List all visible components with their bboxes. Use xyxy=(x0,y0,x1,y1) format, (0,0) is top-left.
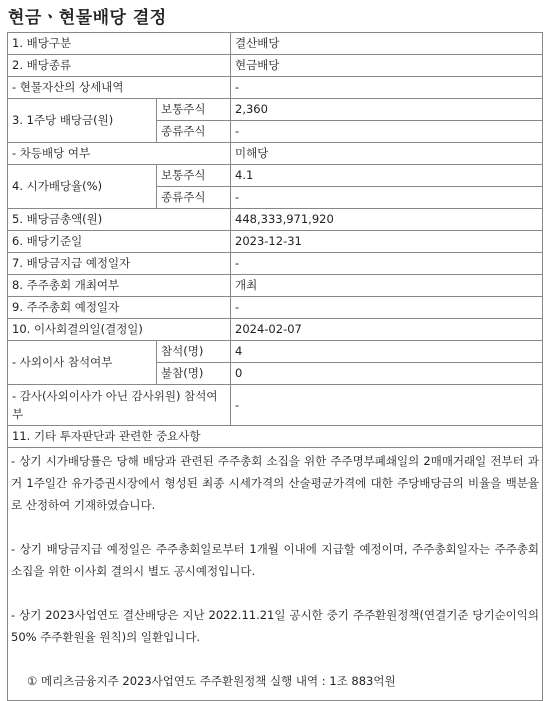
sub-label: 불참(명) xyxy=(157,363,231,385)
table-row xyxy=(8,77,543,99)
row-label: - 감사(사외이사가 아닌 감사위원) 참석여부 xyxy=(8,385,231,426)
notes-cell xyxy=(8,448,543,701)
table-row xyxy=(8,253,543,275)
table-row xyxy=(8,426,543,448)
row-value: - xyxy=(231,385,543,426)
row-label: 6. 배당기준일 xyxy=(8,231,231,253)
table-row xyxy=(8,33,543,55)
row-label: 5. 배당금총액(원) xyxy=(8,209,231,231)
row-value: 2024-02-07 xyxy=(231,319,543,341)
row-value: 448,333,971,920 xyxy=(231,209,543,231)
table-row xyxy=(8,209,543,231)
sub-label: 종류주식 xyxy=(157,187,231,209)
note-paragraph: ① 메리츠금융지주 2023사업연도 주주환원정책 실행 내역 : 1조 883억원 xyxy=(27,674,396,688)
table-row xyxy=(8,319,543,341)
table-row xyxy=(8,275,543,297)
row-label: 2. 배당종류 xyxy=(8,55,231,77)
row-value: - xyxy=(231,297,543,319)
section-heading: 11. 기타 투자판단과 관련한 중요사항 xyxy=(8,426,543,448)
row-label: 10. 이사회결의일(결정일) xyxy=(8,319,231,341)
row-label: 9. 주주총회 예정일자 xyxy=(8,297,231,319)
row-label: - 차등배당 여부 xyxy=(8,143,231,165)
note-paragraph: - 상기 배당금지급 예정일은 주주총회일로부터 1개월 이내에 지급할 예정이며, 주주총회일자는 주주총회 소집을 위한 이사회 결의시 별도 공시예정입니다. xyxy=(11,542,540,578)
sub-label: 보통주식 xyxy=(157,99,231,121)
row-value: 4.1 xyxy=(231,165,543,187)
page-title: 현금ㆍ현물배당 결정 xyxy=(8,8,167,28)
sub-label: 종류주식 xyxy=(157,121,231,143)
table-row xyxy=(8,297,543,319)
row-value: 현금배당 xyxy=(231,55,543,77)
row-value: 0 xyxy=(231,363,543,385)
row-label: 8. 주주총회 개최여부 xyxy=(8,275,231,297)
row-value: 미해당 xyxy=(231,143,543,165)
table-row xyxy=(8,231,543,253)
row-value: - xyxy=(231,121,543,143)
table-row xyxy=(8,448,543,701)
sub-label: 참석(명) xyxy=(157,341,231,363)
note-paragraph: - 상기 시가배당률은 당해 배당과 관련된 주주총회 소집을 위한 주주명부폐쇄일의 2매매거래일 전부터 과거 1주일간 유가증권시장에서 형성된 최종 시세가격의 산술평균가격에 대한 주당배당금의 비율을 백분율로 산정하여 기재하였습니다. xyxy=(11,454,540,512)
row-value: 2,360 xyxy=(231,99,543,121)
row-label: - 현물자산의 상세내역 xyxy=(8,77,231,99)
table-row xyxy=(8,143,543,165)
row-value: - xyxy=(231,187,543,209)
table-row xyxy=(8,55,543,77)
table-row xyxy=(8,385,543,426)
row-value: 결산배당 xyxy=(231,33,543,55)
note-paragraph: - 상기 2023사업연도 결산배당은 지난 2022.11.21일 공시한 중기 주주환원정책(연결기준 당기순이익의 50% 주주환원율 원칙)의 일환입니다. xyxy=(11,608,540,644)
row-value: 4 xyxy=(231,341,543,363)
row-label: 3. 1주당 배당금(원) xyxy=(8,99,157,143)
dividend-disclosure-table xyxy=(7,32,543,701)
row-label: - 사외이사 참석여부 xyxy=(8,341,157,385)
row-label: 7. 배당금지급 예정일자 xyxy=(8,253,231,275)
row-label: 1. 배당구분 xyxy=(8,33,231,55)
table-row xyxy=(8,99,543,121)
row-value: - xyxy=(231,77,543,99)
table-row xyxy=(8,165,543,187)
row-value: 2023-12-31 xyxy=(231,231,543,253)
row-label: 4. 시가배당율(%) xyxy=(8,165,157,209)
row-value: 개최 xyxy=(231,275,543,297)
table-row xyxy=(8,341,543,363)
row-value: - xyxy=(231,253,543,275)
sub-label: 보통주식 xyxy=(157,165,231,187)
